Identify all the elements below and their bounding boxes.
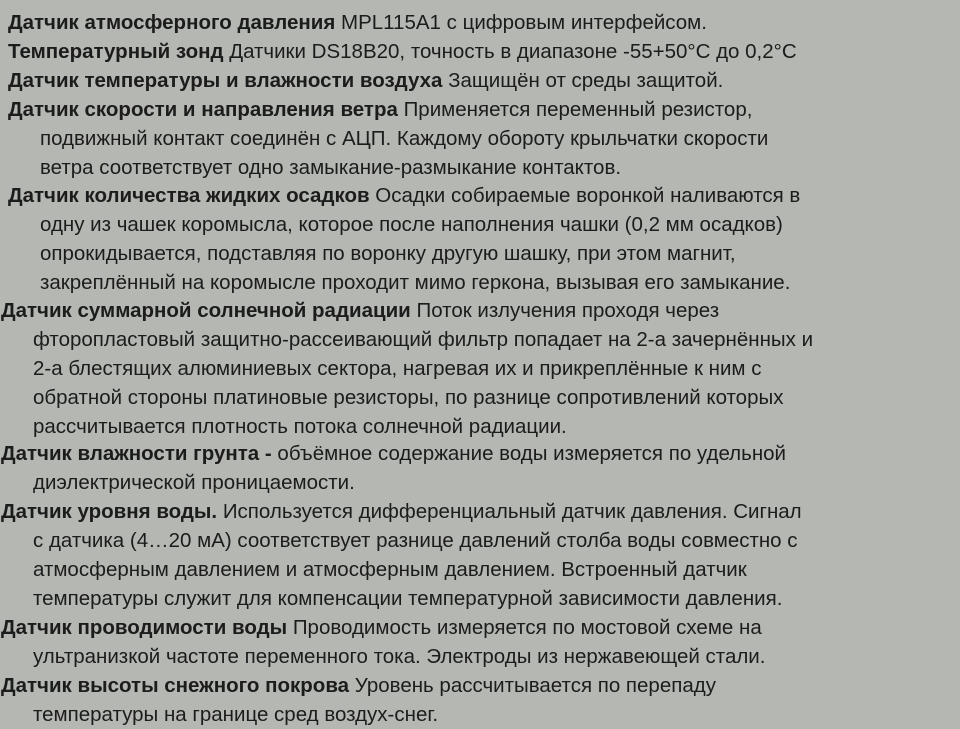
sensor-description-line: ультранизкой частоте переменного тока. Электроды из нержавеющей стали. (33, 645, 766, 668)
sensor-description: Защищён от среды защитой. (442, 69, 724, 92)
sensor-description-line: опрокидывается, подставляя по воронку другую шашку, при этом магнит, (40, 242, 736, 265)
sensor-description-line: обратной стороны платиновые резисторы, по разнице сопротивлений которых (33, 386, 784, 409)
sensor-term: Датчик атмосферного давления (8, 11, 336, 34)
item-line (1, 296, 813, 325)
sensor-description-line: 2-а блестящих алюминиевых сектора, нагревая их и прикреплённые к ним с (33, 357, 762, 380)
sensor-description: MPL115A1 с цифровым интерфейсом. (335, 11, 707, 34)
sensor-item-pressure (8, 8, 707, 37)
sensor-description-line: температуры на границе сред воздух-снег. (33, 703, 439, 726)
sensor-description: Используется дифференциальный датчик давления. Сигнал (217, 500, 802, 523)
item-line (1, 671, 716, 700)
item-line (1, 613, 765, 642)
sensor-description-line: подвижный контакт соединён с АЦП. Каждому обороту крыльчатки скорости (40, 127, 769, 150)
sensor-term: Датчик проводимости воды (1, 616, 288, 639)
item-line (8, 95, 768, 124)
sensor-item-water-level (1, 497, 802, 613)
item-line (8, 66, 723, 95)
item-line (8, 37, 797, 66)
sensor-description-line: ветра соответствует одно замыкание-размыкание контактов. (40, 156, 622, 179)
sensor-term: Датчик количества жидких осадков (8, 184, 370, 207)
sensor-item-soil-moisture (1, 439, 786, 497)
item-line (8, 181, 800, 210)
sensor-item-water-conductivity (1, 613, 765, 671)
sensor-description-line: с датчика (4…20 мА) соответствует разнице давлений столба воды совместно с (33, 529, 798, 552)
sensor-term: Температурный зонд (8, 40, 224, 63)
sensor-description-line: закреплённый на коромысле проходит мимо геркона, вызывая его замыкание. (40, 271, 791, 294)
sensor-description: Датчики DS18B20, точность в диапазоне -55+50°С до 0,2°С (223, 40, 797, 63)
sensor-description-line: рассчитывается плотность потока солнечной радиации. (33, 415, 567, 438)
sensor-description-line: одну из чашек коромысла, которое после наполнения чашки (0,2 мм осадков) (40, 213, 783, 236)
sensor-description: Поток излучения проходя через (410, 299, 720, 322)
sensor-description: Осадки собираемые воронкой наливаются в (369, 184, 801, 207)
sensor-item-precipitation (8, 181, 800, 297)
sensor-description: Уровень рассчитывается по перепаду (349, 674, 716, 697)
sensor-item-solar-radiation (1, 296, 813, 441)
sensor-description-line: диэлектрической проницаемости. (33, 471, 355, 494)
sensor-term: Датчик температуры и влажности воздуха (8, 69, 443, 92)
sensor-item-snow-depth (1, 671, 716, 729)
sensor-description: объёмное содержание воды измеряется по удельной (271, 442, 786, 465)
sensor-description: Проводимость измеряется по мостовой схеме на (287, 616, 762, 639)
sensor-description-line: атмосферным давлением и атмосферным давлением. Встроенный датчик (33, 558, 747, 581)
item-line (1, 497, 802, 526)
sensor-term: Датчик уровня воды. (1, 500, 218, 523)
sensor-term: Датчик высоты снежного покрова (1, 674, 350, 697)
sensor-term: Датчик скорости и направления ветра (8, 98, 398, 121)
item-line (1, 439, 786, 468)
sensor-item-wind (8, 95, 768, 182)
item-line (8, 8, 707, 37)
sensor-description-line: температуры служит для компенсации температурной зависимости давления. (33, 587, 783, 610)
sensor-term: Датчик влажности грунта - (1, 442, 272, 465)
sensor-item-air-temp-humidity (8, 66, 723, 95)
sensor-description: Применяется переменный резистор, (397, 98, 753, 121)
sensor-description-line: фторопластовый защитно-рассеивающий фильтр попадает на 2-а зачернённых и (33, 328, 814, 351)
sensor-term: Датчик суммарной солнечной радиации (1, 299, 411, 322)
sensor-item-temperature-probe (8, 37, 797, 66)
